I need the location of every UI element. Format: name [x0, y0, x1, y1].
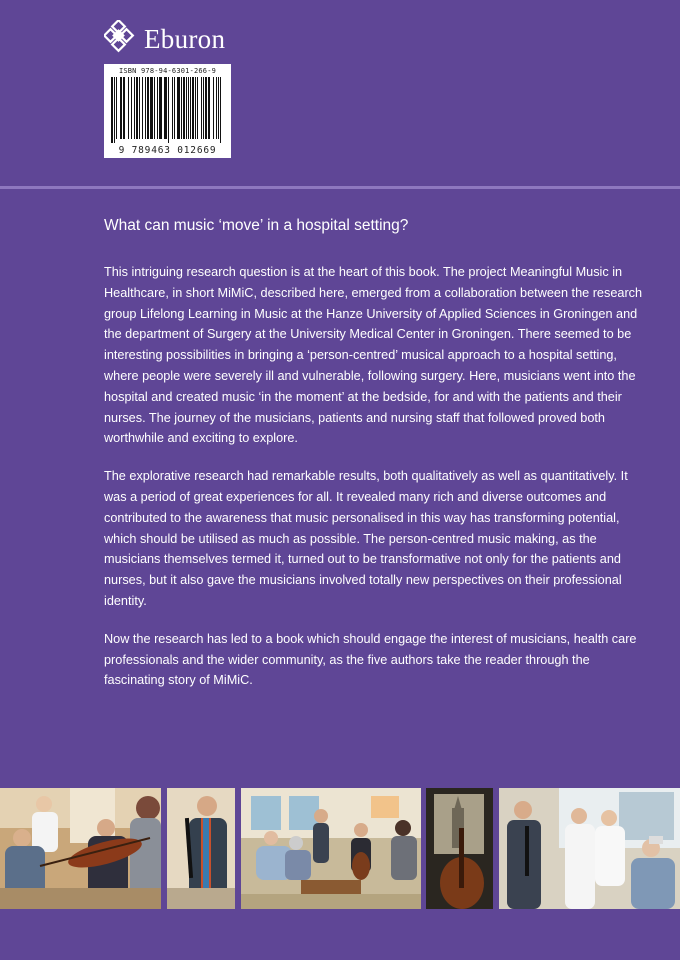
isbn-barcode [104, 64, 231, 158]
isbn-label: ISBN 978-94-6301-266-9 [118, 67, 217, 75]
barcode-bar [114, 77, 115, 143]
barcode-bar [157, 77, 158, 139]
barcode-bar [181, 77, 182, 139]
barcode-bar [201, 77, 202, 139]
barcode-bar [192, 77, 194, 139]
barcode-bar [188, 77, 189, 139]
barcode-bar [174, 77, 175, 139]
barcode-bar [213, 77, 214, 139]
barcode-bar [203, 77, 204, 139]
barcode-bar [177, 77, 180, 139]
barcode-bar [128, 77, 129, 139]
barcode-bar [136, 77, 138, 139]
diamond-grid-icon [104, 20, 138, 59]
barcode-bar [183, 77, 185, 139]
barcode-bars [110, 77, 225, 143]
barcode-bar [190, 77, 191, 139]
photo-strip [0, 788, 680, 909]
back-cover-headline: What can music ‘move’ in a hospital setting? [104, 217, 409, 234]
barcode-bar [111, 77, 113, 143]
photo-violin-bedside [0, 788, 161, 909]
barcode-bar [218, 77, 219, 139]
barcode-bar [134, 77, 135, 139]
blurb-body [104, 262, 644, 708]
barcode-bar [116, 77, 117, 139]
barcode-bar [147, 77, 149, 139]
barcode-bar [164, 77, 167, 139]
blurb-paragraph: The explorative research had remarkable results, both qualitatively as well as quantitatively. It was a period of great experiences for all. It revealed many rich and diverse outcomes and contributed to the awareness that music personalised in this way has transforming potential, which should be utilised as much as possible. The person-centred music making, as the musicians themselves termed it, turned out to be transformative not only for the patients and nurses, but it also gave the musicians involved totally new perspectives on their professional identity. [104, 469, 628, 608]
blurb-paragraph: Now the research has led to a book which should engage the interest of musicians, health care professionals and the wider community, as the five authors take the reader through the fascinating story of MiMiC. [104, 631, 637, 688]
photo-double-bass [426, 788, 493, 909]
barcode-bar [120, 77, 122, 139]
barcode-bar [172, 77, 173, 139]
barcode-bar [216, 77, 217, 139]
barcode-bar [145, 77, 146, 139]
blurb-paragraph: This intriguing research question is at the heart of this book. The project Meaningful Music in Healthcare, in short MiMiC, described here, emerged from a collaboration between the research group Lifelong Learning in Music at the Hanze University of Applied Sciences in Groningen and the department of Surgery at the University Medical Center in Groningen. There seemed to be interesting possibilities in bringing a ‘person-centred’ musical approach to a hospital setting, where people were severely ill and vulnerable, following surgery. Here, musicians went into the hospital and created music ‘in the moment’ at the bedside, for and with the patients and their nurses. The journey of the musicians, patients and nursing staff that followed proved both worthwhile and exciting to explore. [104, 265, 643, 446]
barcode-bar [159, 77, 162, 139]
barcode-bar [186, 77, 187, 139]
barcode-bar [139, 77, 140, 139]
barcode-bar [168, 77, 169, 143]
isbn-number: 9 789463 012669 [118, 145, 217, 156]
barcode-bar [220, 77, 221, 143]
barcode-bar [150, 77, 153, 139]
barcode-bar [154, 77, 155, 139]
photo-group-lounge [241, 788, 421, 909]
barcode-bar [197, 77, 198, 139]
barcode-bar [208, 77, 210, 139]
publisher-logo [104, 20, 225, 59]
section-divider [0, 186, 680, 189]
barcode-bar [205, 77, 207, 139]
barcode-bar [131, 77, 132, 139]
barcode-bar [142, 77, 143, 139]
barcode-bar [123, 77, 125, 139]
photo-nurses-patient [499, 788, 680, 909]
photo-clarinetist [167, 788, 235, 909]
publisher-name: Eburon [144, 24, 226, 54]
barcode-bar [195, 77, 196, 139]
